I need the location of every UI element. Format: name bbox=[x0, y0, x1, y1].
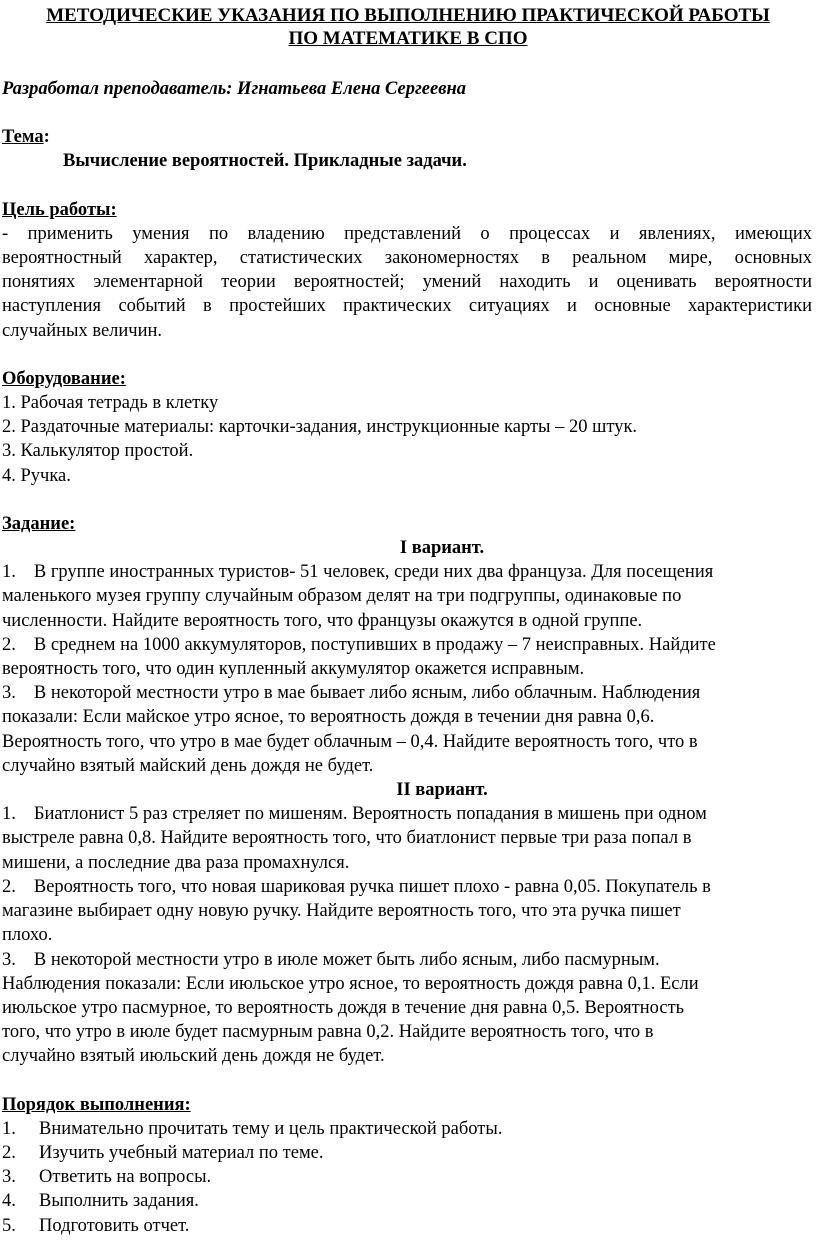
procedure-item-number: 3. bbox=[2, 1167, 16, 1188]
equipment-list bbox=[2, 391, 812, 488]
equipment-section bbox=[0, 367, 816, 488]
procedure-item-number: 5. bbox=[2, 1215, 16, 1236]
task-text: выстреле равна 0,8. Найдите вероятность того, что биатлонист первые три раза попал в bbox=[2, 828, 692, 849]
task-text: Вероятность того, что новая шариковая ручка пишет плохо - равна 0,05. Покупатель в bbox=[33, 876, 711, 897]
task-text: В среднем на 1000 аккумуляторов, поступивших в продажу – 7 неисправных. Найдите bbox=[33, 634, 716, 655]
title-line-1: МЕТОДИЧЕСКИЕ УКАЗАНИЯ ПО ВЫПОЛНЕНИЮ ПРАКТИЧЕСКОЙ РАБОТЫ bbox=[46, 5, 770, 26]
goal-text-line: наступления событий в простейших практических ситуациях и основные характеристики bbox=[2, 296, 812, 317]
topic-colon: : bbox=[43, 127, 50, 148]
task-text: июльское утро пасмурное, то вероятность дождя в течение дня равна 0,5. Вероятность bbox=[2, 997, 685, 1018]
goal-text-line: случайных величин. bbox=[2, 320, 163, 341]
task-line bbox=[2, 1020, 812, 1044]
procedure-item bbox=[2, 1214, 812, 1238]
goal-text-line: вероятностный характер, статистических закономерностях в реальном мире, основных bbox=[2, 248, 812, 269]
document-page bbox=[0, 4, 816, 1238]
procedure-item-text: Ответить на вопросы. bbox=[39, 1167, 212, 1188]
task-line bbox=[2, 972, 812, 996]
task-text: случайно взятый июльский день дождя не будет. bbox=[2, 1046, 385, 1067]
variant-2-tasks bbox=[2, 802, 812, 1068]
procedure-item-number: 4. bbox=[2, 1191, 16, 1212]
task-heading: Задание: bbox=[2, 513, 76, 534]
task-line bbox=[2, 560, 812, 584]
task-text: маленького музея группу случайным образом делят на три подгруппы, одинаковые по bbox=[2, 586, 682, 607]
topic-heading: Тема bbox=[2, 127, 44, 148]
variant-1-tasks bbox=[2, 560, 812, 778]
task-line bbox=[2, 754, 812, 778]
equipment-item: 2. Раздаточные материалы: карточки-задания, инструкционные карты – 20 штук. bbox=[2, 417, 638, 438]
task-text: Наблюдения показали: Если июльское утро ясное, то вероятность дождя равна 0,1. Если bbox=[2, 973, 699, 994]
variant-1-title: I вариант. bbox=[399, 538, 485, 559]
task-text: В некоторой местности утро в июле может быть либо ясным, либо пасмурным. bbox=[33, 949, 660, 970]
equipment-item: 3. Калькулятор простой. bbox=[2, 441, 194, 462]
task-line bbox=[2, 948, 812, 972]
task-text: плохо. bbox=[2, 925, 53, 946]
procedure-item bbox=[2, 1165, 812, 1189]
equipment-heading: Оборудование: bbox=[2, 368, 126, 389]
task-line bbox=[2, 899, 812, 923]
procedure-item bbox=[2, 1117, 812, 1141]
author-line: Разработал преподаватель: Игнатьева Елена Сергеевна bbox=[2, 79, 467, 99]
task-line bbox=[2, 996, 812, 1020]
goal-section bbox=[0, 198, 816, 343]
procedure-item-text: Внимательно прочитать тему и цель практической работы. bbox=[39, 1118, 503, 1139]
topic-section bbox=[0, 125, 816, 173]
task-line bbox=[2, 730, 812, 754]
task-line bbox=[2, 705, 812, 729]
procedure-item-text: Выполнить задания. bbox=[39, 1191, 199, 1212]
task-line bbox=[2, 923, 812, 947]
task-text: случайно взятый майский день дождя не будет. bbox=[2, 755, 374, 776]
task-text: магазине выбирает одну новую ручку. Найдите вероятность того, что эта ручка пишет bbox=[2, 901, 681, 922]
task-line bbox=[2, 851, 812, 875]
task-number: 3. bbox=[2, 949, 16, 970]
procedure-item bbox=[2, 1141, 812, 1165]
procedure-list bbox=[2, 1117, 812, 1238]
task-text: вероятность того, что один купленный аккумулятор окажется исправным. bbox=[2, 659, 585, 680]
task-line bbox=[2, 609, 812, 633]
task-text: мишени, а последние два раза промахнулся. bbox=[2, 852, 350, 873]
equipment-item: 1. Рабочая тетрадь в клетку bbox=[2, 393, 219, 414]
task-number: 2. bbox=[2, 634, 16, 655]
task-text: Вероятность того, что утро в мае будет облачным – 0,4. Найдите вероятность того, что в bbox=[2, 731, 698, 752]
procedure-item-text: Подготовить отчет. bbox=[39, 1215, 190, 1236]
goal-text-line: понятиях элементарной теории вероятностей; умений находить и оценивать вероятности bbox=[2, 272, 812, 293]
task-number: 3. bbox=[2, 683, 16, 704]
task-number: 1. bbox=[2, 562, 16, 583]
task-line bbox=[2, 633, 812, 657]
task-text: В некоторой местности утро в мае бывает либо ясным, либо облачным. Наблюдения bbox=[33, 683, 701, 704]
task-line bbox=[2, 584, 812, 608]
goal-text bbox=[2, 222, 812, 343]
task-line bbox=[2, 657, 812, 681]
task-line bbox=[2, 1044, 812, 1068]
task-number: 1. bbox=[2, 804, 16, 825]
goal-text-line: - применить умения по владению представлений о процессах и явлениях, имеющих bbox=[2, 223, 812, 244]
task-number: 2. bbox=[2, 876, 16, 897]
task-line bbox=[2, 802, 812, 826]
title-line-2: ПО МАТЕМАТИКЕ В СПО bbox=[288, 28, 528, 49]
procedure-item bbox=[2, 1189, 812, 1213]
task-text: В группе иностранных туристов- 51 человек, среди них два француза. Для посещения bbox=[33, 562, 714, 583]
task-text: численности. Найдите вероятность того, что французы окажутся в одной группе. bbox=[2, 610, 643, 631]
task-text: того, что утро в июле будет пасмурным равна 0,2. Найдите вероятность того, что в bbox=[2, 1022, 654, 1043]
task-text: Биатлонист 5 раз стреляет по мишеням. Вероятность попадания в мишень при одном bbox=[33, 804, 707, 825]
procedure-item-number: 2. bbox=[2, 1142, 16, 1163]
variant-2-title: II вариант. bbox=[396, 780, 488, 801]
task-line bbox=[2, 826, 812, 850]
document-title bbox=[0, 4, 816, 50]
goal-heading: Цель работы: bbox=[2, 199, 117, 220]
task-line bbox=[2, 681, 812, 705]
task-section bbox=[0, 512, 816, 1069]
equipment-item: 4. Ручка. bbox=[2, 465, 71, 486]
procedure-section bbox=[0, 1093, 816, 1238]
task-line bbox=[2, 875, 812, 899]
procedure-heading: Порядок выполнения: bbox=[2, 1094, 191, 1115]
procedure-item-text: Изучить учебный материал по теме. bbox=[39, 1142, 324, 1163]
task-text: показали: Если майское утро ясное, то вероятность дождя в течении дня равна 0,6. bbox=[2, 707, 655, 728]
procedure-item-number: 1. bbox=[2, 1118, 16, 1139]
topic-heading-row bbox=[2, 125, 812, 149]
topic-text: Вычисление вероятностей. Прикладные задачи. bbox=[63, 151, 467, 172]
